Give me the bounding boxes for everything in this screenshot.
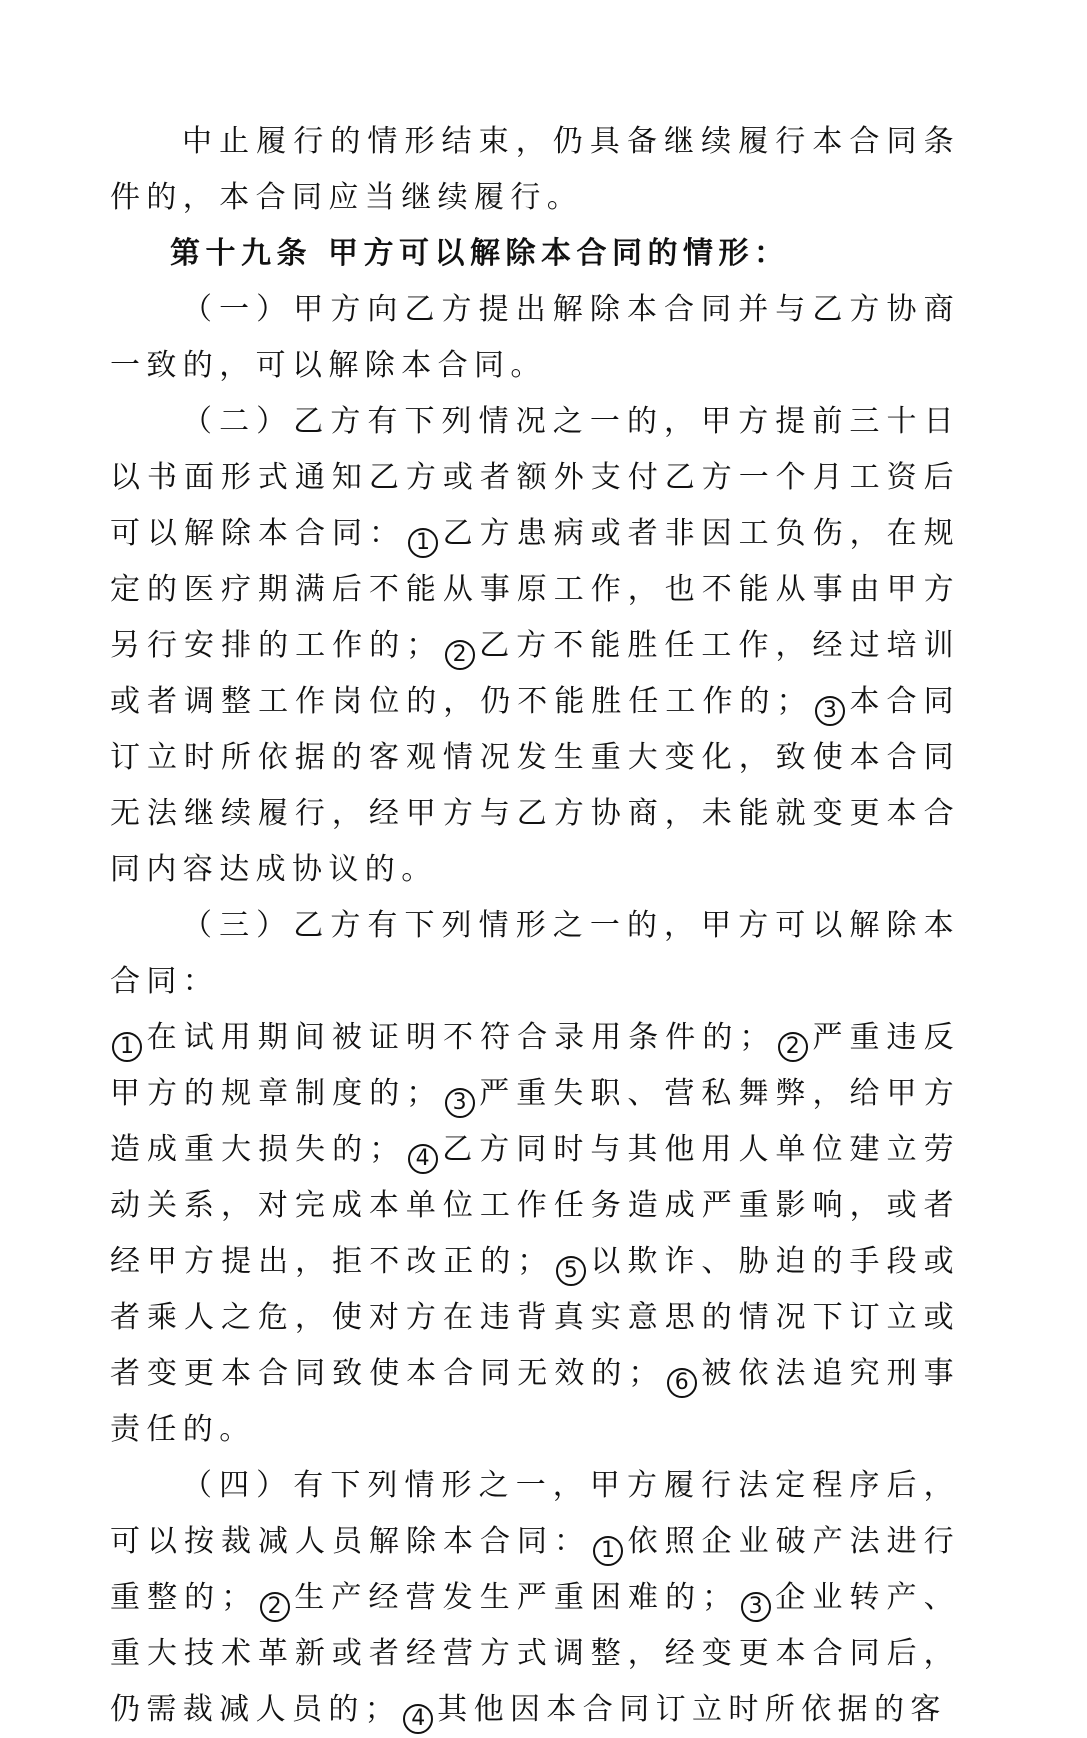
text-segment: （三）乙方有下列情形之一的，甲方可以解除本合同： — [110, 908, 960, 999]
circled-number: 1 — [408, 528, 438, 558]
circled-number: 2 — [778, 1032, 808, 1062]
text-segment: 乙方同时与其他用人单位建立劳动关系，对完成本单位工作任务造成严重影响，或者经甲方提出，拒不改正的； — [110, 1132, 961, 1279]
text-segment: （四）有下列情形之一，甲方履行法定程序后，可以按裁减人员解除本合同： — [110, 1468, 960, 1559]
text-segment: 本合同订立时所依据的客观情况发生重大变化，致使本合同无法继续履行，经甲方与乙方协商，未能就变更本合同内容达成协议的。 — [110, 684, 960, 887]
circled-number: 5 — [556, 1256, 586, 1286]
text-segment: （二）乙方有下列情况之一的，甲方提前三十日以书面形式通知乙方或者额外支付乙方一个月工资后可以解除本合同： — [110, 404, 960, 551]
text-segment: 其他因本合同订立时所依据的客 — [437, 1692, 947, 1727]
paragraph — [110, 114, 960, 226]
paragraph — [110, 282, 960, 394]
paragraph — [110, 1458, 960, 1738]
text-segment: 生产经营发生严重困难的； — [293, 1580, 739, 1615]
text-segment: 以欺诈、胁迫的手段或者乘人之危，使对方在违背真实意思的情况下订立或者变更本合同致使本合同无效的； — [110, 1244, 960, 1391]
text-segment: 乙方不能胜任工作，经过培训或者调整工作岗位的，仍不能胜任工作的； — [110, 628, 960, 719]
paragraph — [110, 1010, 960, 1458]
text-segment: 在试用期间被证明不符合录用条件的； — [146, 1020, 776, 1055]
circled-number: 3 — [445, 1088, 475, 1118]
circled-number: 2 — [260, 1592, 290, 1622]
paragraph — [110, 898, 960, 1010]
text-segment: 第十九条 甲方可以解除本合同的情形： — [170, 236, 790, 271]
text-segment: 严重违反甲方的规章制度的； — [110, 1020, 960, 1111]
article-heading — [110, 226, 960, 282]
text-segment: 依照企业破产法进行重整的； — [110, 1524, 960, 1615]
circled-number: 3 — [741, 1592, 771, 1622]
document-page — [110, 114, 960, 1738]
circled-number: 1 — [112, 1032, 142, 1062]
circled-number: 1 — [593, 1536, 623, 1566]
text-segment: 严重失职、营私舞弊，给甲方造成重大损失的； — [110, 1076, 960, 1167]
circled-number: 2 — [445, 640, 475, 670]
paragraph — [110, 394, 960, 898]
circled-number: 4 — [403, 1704, 433, 1734]
circled-number: 6 — [667, 1368, 697, 1398]
text-segment: （一）甲方向乙方提出解除本合同并与乙方协商一致的，可以解除本合同。 — [110, 292, 960, 383]
text-segment: 中止履行的情形结束，仍具备继续履行本合同条件的，本合同应当继续履行。 — [110, 124, 960, 215]
text-segment: 企业转产、重大技术革新或者经营方式调整，经变更本合同后，仍需裁减人员的； — [110, 1580, 960, 1727]
circled-number: 4 — [408, 1144, 438, 1174]
text-segment: 被依法追究刑事责任的。 — [110, 1356, 960, 1447]
circled-number: 3 — [815, 696, 845, 726]
text-segment: 乙方患病或者非因工负伤，在规定的医疗期满后不能从事原工作，也不能从事由甲方另行安排的工作的； — [110, 516, 960, 663]
